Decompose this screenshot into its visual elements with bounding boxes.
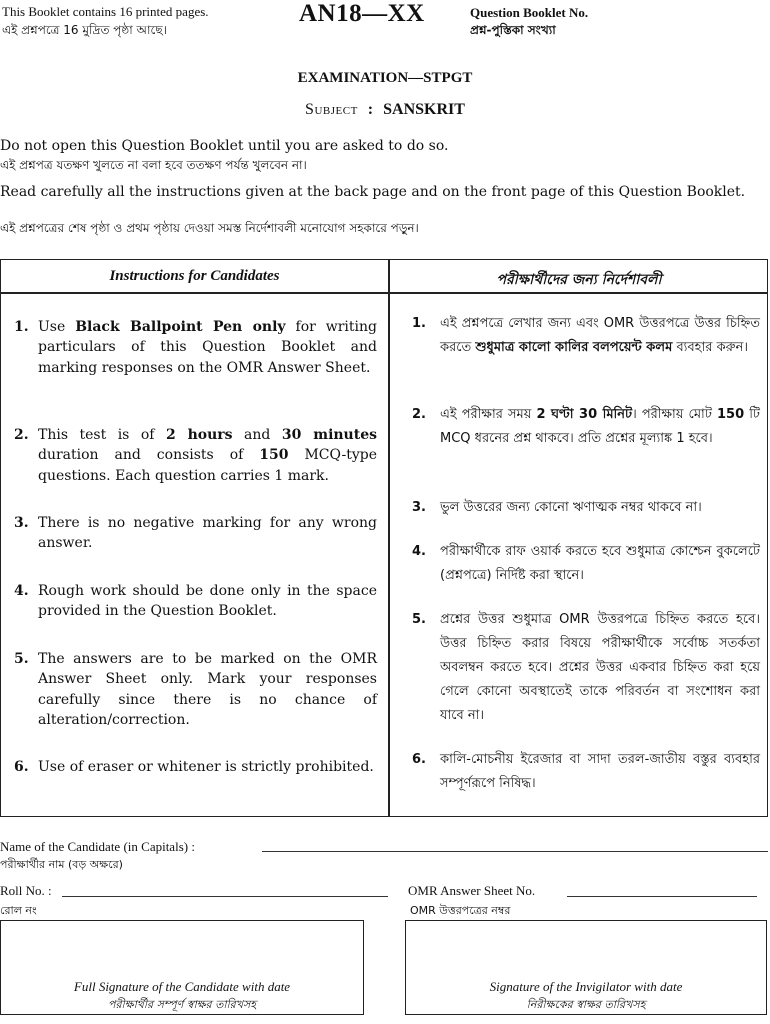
instruction-text: প্রশ্নের উত্তর শুধুমাত্র OMR উত্তরপত্রে চিহ্নিত করতে হবে। উত্তর চিহ্নিত করার বিষয়ে পরীক্ষার্থীকে সর্বোচ্চ সতর্কতা অবলম্বন করতে হবে। প্রশ্নের উত্তর একবার চিহ্নিত করা হয়ে গেলে কোনো অবস্থাতেই তাকে পরিবর্তন বা সংশোধন করা যাবে না। (440, 612, 760, 723)
instruction-text: Use of eraser or whitener is strictly prohibited. (38, 759, 374, 775)
omr-sheet-no-label: OMR Answer Sheet No. (408, 883, 536, 898)
do-not-open-notice-bn: এই প্রশ্নপত্র যতক্ষণ খুলতে না বলা হবে ততক্ষণ পর্যন্ত খুলবেন না। (0, 158, 307, 172)
roll-no-field[interactable] (62, 896, 388, 897)
instruction-number: 4. (412, 544, 426, 559)
instruction-en-5 (14, 649, 377, 730)
instruction-en-2 (14, 425, 378, 486)
candidate-name-field[interactable] (262, 851, 768, 852)
heading-divider (0, 292, 768, 294)
question-booklet-no-label-bn: প্রশ্ন-পুস্তিকা সংখ্যা (470, 23, 556, 37)
instruction-number: 2. (412, 407, 426, 422)
instruction-text: Rough work should be done only in the space provided in the Question Booklet. (38, 583, 377, 620)
instruction-bn-6 (412, 748, 760, 796)
instruction-emphasis: 150 (716, 407, 745, 422)
instruction-text: MCQ-type questions. Each question carries 1 mark. (38, 447, 378, 484)
instruction-en-4 (14, 581, 377, 622)
instruction-number: 6. (14, 759, 29, 775)
instructions-heading-en: Instructions for Candidates (109, 268, 280, 284)
omr-sheet-no-field[interactable] (567, 896, 757, 897)
instruction-text: There is no negative marking for any wrong answer. (38, 515, 377, 552)
invigilator-signature-label-bn: নিরীক্ষকের স্বাক্ষর তারিখসহ (526, 998, 646, 1011)
instruction-text: Use (38, 319, 76, 335)
instruction-number: 5. (412, 612, 426, 627)
read-instructions-notice-bn: এই প্রশ্নপত্রের শেষ পৃষ্ঠা ও প্রথম পৃষ্ঠায় দেওয়া সমস্ত নির্দেশাবলী মনোযোগ সহকারে পড়ুন। (0, 221, 419, 235)
instruction-text: ব্যবহার করুন। (672, 340, 749, 355)
subject-value: SANSKRIT (383, 101, 465, 118)
instruction-number: 4. (14, 583, 29, 599)
instruction-text: এই পরীক্ষার সময় (440, 407, 537, 422)
instruction-number: 2. (14, 427, 29, 443)
candidate-signature-label-bn: পরীক্ষার্থীর সম্পূর্ণ স্বাক্ষর তারিখসহ (108, 998, 256, 1011)
instruction-text: duration and consists of (38, 447, 260, 464)
instruction-emphasis: 2 hours (165, 427, 233, 443)
instruction-text: । পরীক্ষায় মোট (632, 407, 717, 422)
instruction-number: 1. (412, 316, 426, 331)
invigilator-signature-box[interactable] (405, 920, 767, 1015)
roll-no-label: Roll No. : (0, 883, 52, 898)
instruction-bn-4 (412, 540, 760, 588)
instruction-text: The answers are to be marked on the OMR Answer Sheet only. Mark your responses carefully since there is no chance of alteration/correction. (38, 651, 377, 728)
instruction-number: 6. (412, 752, 426, 767)
subject-line (0, 101, 770, 119)
instruction-text: কালি-মোচনীয় ইরেজার বা সাদা তরল-জাতীয় বস্তুর ব্যবহার সম্পূর্ণরূপে নিষিদ্ধ। (440, 752, 760, 791)
instruction-text: ভুল উত্তরের জন্য কোনো ঋণাত্মক নম্বর থাকবে না। (440, 500, 702, 515)
instruction-number: 3. (14, 515, 29, 531)
subject-separator: : (367, 101, 374, 118)
instruction-en-6 (14, 757, 377, 777)
question-booklet-no-label: Question Booklet No. (470, 5, 589, 20)
instruction-bn-3 (412, 496, 760, 520)
instruction-text: and (232, 427, 282, 443)
instruction-emphasis: 2 ঘণ্টা 30 মিনিট (536, 407, 633, 422)
instruction-text: এই প্রশ্নপত্রে লেখার জন্য এবং OMR উত্তরপত্রে উত্তর চিহ্নিত করতে (440, 316, 760, 355)
instruction-emphasis: 150 (259, 447, 289, 464)
invigilator-signature-label: Signature of the Invigilator with date (489, 979, 683, 994)
instruction-bn-5 (412, 608, 760, 728)
instruction-bn-2 (412, 403, 760, 451)
roll-no-label-bn: রোল নং (0, 904, 37, 917)
exam-title: EXAMINATION—STPGT (297, 70, 473, 86)
instruction-en-1 (14, 317, 377, 378)
instruction-bn-1 (412, 312, 760, 360)
instruction-number: 1. (14, 319, 29, 335)
subject-label: Subject (305, 101, 358, 118)
page-count-en: This Booklet contains 16 printed pages. (2, 4, 209, 19)
instructions-heading-bn: পরীক্ষার্থীদের জন্য নির্দেশাবলী (496, 272, 662, 288)
do-not-open-notice: Do not open this Question Booklet until you are asked to do so. (0, 138, 449, 154)
candidate-name-label-bn: পরীক্ষার্থীর নাম (বড় অক্ষরে) (0, 858, 123, 871)
omr-sheet-no-label-bn: OMR উত্তরপত্রের নম্বর (410, 904, 511, 917)
instruction-text: পরীক্ষার্থীকে রাফ ওয়ার্ক করতে হবে শুধুমাত্র কোশ্চেন বুকলেটে (প্রশ্নপত্রে) নির্দিষ্ট করা স্থানে। (440, 544, 760, 583)
instruction-text: টি MCQ ধরনের প্রশ্ন থাকবে। প্রতি প্রশ্নের মূল্যাঙ্ক 1 হবে। (440, 407, 760, 446)
instruction-emphasis: Black Ballpoint Pen only (75, 319, 286, 335)
instruction-en-3 (14, 513, 377, 554)
instruction-text: for writing particulars of this Question Booklet and marking responses on the OMR Answer Sheet. (38, 319, 377, 376)
instruction-text: This test is of (38, 427, 166, 443)
read-instructions-notice: Read carefully all the instructions given at the back page and on the front page of this Question Booklet. (0, 184, 746, 200)
candidate-signature-box[interactable] (0, 920, 364, 1015)
instruction-emphasis: শুধুমাত্র কালো কালির বলপয়েন্ট কলম (475, 340, 673, 355)
page-count-bn: এই প্রশ্নপত্রে 16 মুদ্রিত পৃষ্ঠা আছে। (2, 23, 167, 37)
candidate-signature-label: Full Signature of the Candidate with date (73, 979, 291, 994)
candidate-name-label: Name of the Candidate (in Capitals) : (0, 839, 195, 854)
column-divider (388, 259, 390, 817)
booklet-code: AN18—XX (299, 0, 425, 27)
instruction-number: 5. (14, 651, 29, 667)
instruction-number: 3. (412, 500, 426, 515)
instruction-emphasis: 30 minutes (281, 427, 377, 443)
